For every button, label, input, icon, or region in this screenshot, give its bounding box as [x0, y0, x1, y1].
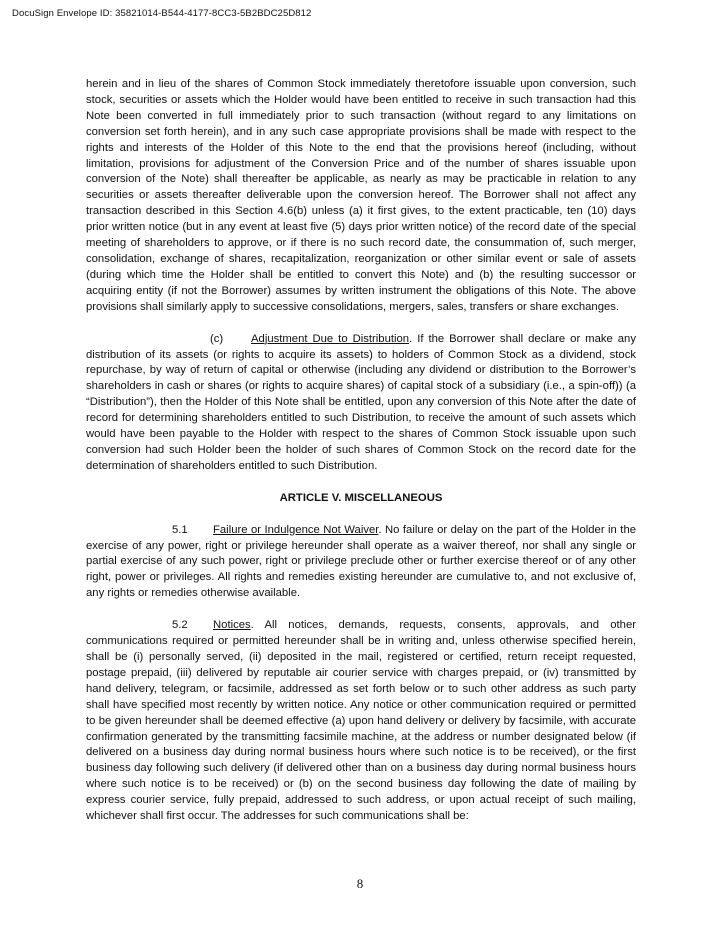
paragraph-continuation: herein and in lieu of the shares of Common Stock immediately theretofore issuable upon conversion, such stock, securities or assets which the Holder would have been entitled to receive in such transaction had this Note been converted in full immediately prior to such transaction (without regard to any limitations on conversion set forth herein), and in any such case appropriate provisions shall be made with respect to the rights and interests of the Holder of this Note to the end that the provisions hereof (including, without limitation, provisions for adjustment of the Conversion Price and of the number of shares issuable upon conversion of the Note) shall thereafter be applicable, as nearly as may be practicable in relation to any securities or assets thereafter deliverable upon the conversion hereof. The Borrower shall not affect any transaction described in this Section 4.6(b) unless (a) it first gives, to the extent practicable, ten (10) days prior written notice (but in any event at least five (5) days prior written notice) of the record date of the special meeting of shareholders to approve, or if there is no such record date, the consummation of, such merger, consolidation, exchange of shares, recapitalization, reorganization or other similar event or sale of assets (during which time the Holder shall be entitled to convert this Note) and (b) the resulting successor or acquiring entity (if not the Borrower) assumes by written instrument the obligations of this Note. The above provisions shall similarly apply to successive consolidations, mergers, sales, transfers or share exchanges.	[86, 78, 636, 313]
section-5-1-number: 5.1	[172, 523, 188, 536]
section-5-2-number: 5.2	[172, 619, 188, 632]
section-5-2-title: Notices	[213, 619, 251, 632]
article-heading: ARTICLE V. MISCELLANEOUS	[279, 491, 443, 504]
section-5-2-body: . All notices, demands, requests, consents, approvals, and other communications required or permitted hereunder shall be in writing and, unless otherwise specified herein, shall be (i) personally served, (ii) deposited in the mail, registered or certified, return receipt requested, postage prepaid, (iii) delivered by reputable air courier service with charges prepaid, or (iv) transmitted by hand delivery, telegram, or facsimile, addressed as set forth below or to such other address as such party shall have specified most recently by written notice. Any notice or other communication required or permitted to be given hereunder shall be deemed effective (a) upon hand delivery or delivery by facsimile, with accurate confirmation generated by the transmitting facsimile machine, at the address or number designated below (if delivered on a business day during normal business hours where such notice is to be received), or the first business day following such delivery (if delivered other than on a business day during normal business hours where such notice is to be received) or (b) on the second business day following the date of mailing by express courier service, fully prepaid, addressed to such address, or upon actual receipt of such mailing, whichever shall first occur. The addresses for such communications shall be:	[86, 619, 636, 823]
paragraph-section-c	[86, 332, 636, 475]
page-number: 8	[356, 876, 364, 891]
paragraph-section-5-2	[86, 618, 636, 825]
envelope-id: DocuSign Envelope ID: 35821014-B544-4177-8CC3-5B2BDC25D812	[12, 8, 312, 19]
section-c-body: . If the Borrower shall declare or make any distribution of its assets (or rights to acquire its assets) to holders of Common Stock as a dividend, stock repurchase, by way of return of capital or otherwise (including any dividend or distribution to the Borrower’s shareholders in cash or shares (or rights to acquire shares) of capital stock of a subsidiary (i.e., a spin-off)) (a “Distribution”), then the Holder of this Note shall be entitled, upon any conversion of this Note after the date of record for determining shareholders entitled to such Distribution, to receive the amount of such assets which would have been payable to the Holder with respect to the shares of Common Stock issuable upon such conversion had such Holder been the holder of such shares of Common Stock on the record date for the determination of shareholders entitled to such Distribution.	[86, 332, 636, 472]
section-5-1-title: Failure or Indulgence Not Waiver	[213, 523, 379, 536]
document-body	[86, 77, 636, 825]
section-5-1-body: . No failure or delay on the part of the Holder in the exercise of any power, right or privilege hereunder shall operate as a waiver thereof, nor shall any single or partial exercise of any such power, right or privilege preclude other or further exercise thereof or of any other right, power or privileges. All rights and remedies existing hereunder are cumulative to, and not exclusive of, any rights or remedies otherwise available.	[86, 523, 637, 600]
paragraph-section-5-1	[86, 523, 636, 603]
section-c-title: Adjustment Due to Distribution	[251, 332, 410, 345]
section-c-number: (c)	[210, 332, 224, 345]
